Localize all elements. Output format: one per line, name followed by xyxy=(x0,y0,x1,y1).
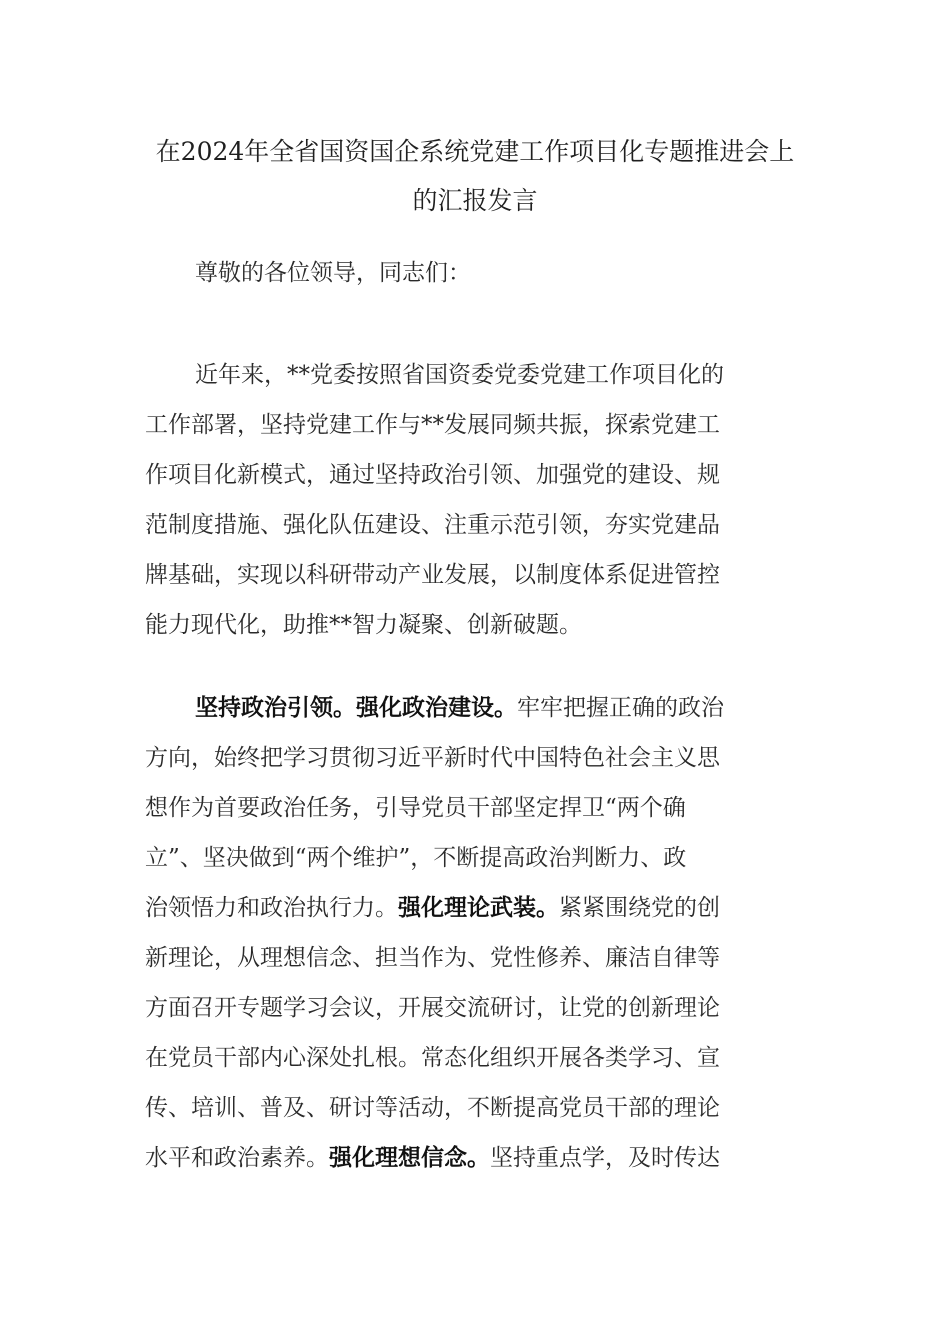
paragraph-line: 新理论，从理想信念、担当作为、党性修养、廉洁自律等 xyxy=(145,945,720,971)
paragraph-line xyxy=(145,1133,785,1183)
paragraph-line xyxy=(145,683,785,733)
document-title-line-2: 的汇报发言 xyxy=(412,186,538,215)
section-heading: 强化理想信念。 xyxy=(329,1144,490,1171)
paragraph-political-leadership xyxy=(145,683,785,1183)
paragraph-line: 能力现代化，助推**智力凝聚、创新破题。 xyxy=(145,612,582,638)
paragraph-line: 近年来，**党委按照省国资委党委党建工作项目化的 xyxy=(195,362,724,388)
paragraph-line: 作项目化新模式，通过坚持政治引领、加强党的建设、规 xyxy=(145,462,720,488)
paragraph-line: 方面召开专题学习会议，开展交流研讨，让党的创新理论 xyxy=(145,995,720,1021)
paragraph-text: 水平和政治素养。 xyxy=(145,1145,329,1171)
paragraph-line: 方向，始终把学习贯彻习近平新时代中国特色社会主义思 xyxy=(145,745,720,771)
paragraph-text: 紧紧围绕党的创 xyxy=(559,895,720,921)
document-title-line-1: 在2024年全省国资国企系统党建工作项目化专题推进会上 xyxy=(155,137,795,166)
paragraph-line: 范制度措施、强化队伍建设、注重示范引领，夯实党建品 xyxy=(145,512,720,538)
paragraph-intro xyxy=(145,350,785,650)
section-heading: 强化理论武装。 xyxy=(398,894,559,921)
paragraph-text: 坚持重点学，及时传达 xyxy=(490,1145,720,1171)
section-heading: 坚持政治引领。强化政治建设。 xyxy=(195,694,517,721)
paragraph-line: 牌基础，实现以科研带动产业发展，以制度体系促进管控 xyxy=(145,562,720,588)
paragraph-text: 治领悟力和政治执行力。 xyxy=(145,895,398,921)
salutation: 尊敬的各位领导，同志们： xyxy=(195,260,471,286)
paragraph-text: 牢牢把握正确的政治 xyxy=(517,695,724,721)
paragraph-line: 传、培训、普及、研讨等活动，不断提高党员干部的理论 xyxy=(145,1095,720,1121)
paragraph-line: 工作部署，坚持党建工作与**发展同频共振，探索党建工 xyxy=(145,412,720,438)
paragraph-line: 想作为首要政治任务，引导党员干部坚定捍卫“两个确 xyxy=(145,795,686,821)
paragraph-line xyxy=(145,883,785,933)
paragraph-line: 在党员干部内心深处扎根。常态化组织开展各类学习、宣 xyxy=(145,1045,720,1071)
paragraph-line: 立”、坚决做到“两个维护”，不断提高政治判断力、政 xyxy=(145,845,687,871)
